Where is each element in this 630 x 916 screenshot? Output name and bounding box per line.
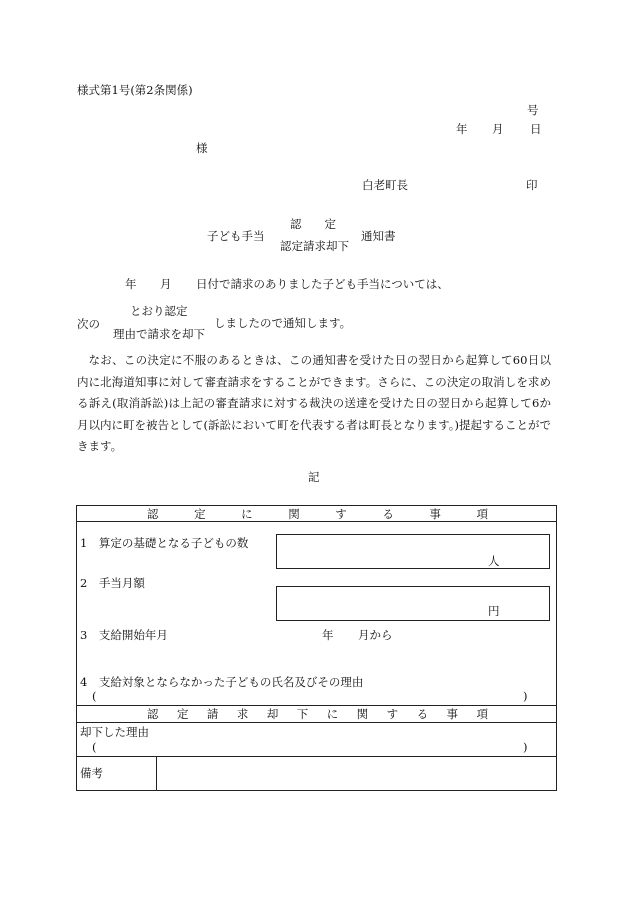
section1-heading-char: 認 xyxy=(147,507,159,521)
section1-heading-char: に xyxy=(241,507,253,521)
section2-heading-char: に xyxy=(326,707,339,721)
body-month-label: 月 xyxy=(160,277,172,291)
date-month-label: 月 xyxy=(492,122,504,136)
section2-top-divider xyxy=(76,705,557,706)
seal-mark: 印 xyxy=(526,178,538,192)
start-month-label: 月から xyxy=(358,628,393,642)
title-option-approve: 認 定 xyxy=(290,217,336,231)
title-prefix: 子ども手当 xyxy=(207,229,265,243)
section2-heading xyxy=(147,709,488,721)
start-year-label: 年 xyxy=(322,628,334,642)
section2-heading-char: 定 xyxy=(176,707,189,721)
monthly-amount-field[interactable] xyxy=(276,586,550,621)
section1-heading-char: る xyxy=(382,507,394,521)
rejection-paren-open: ( xyxy=(92,740,97,754)
number-label: 号 xyxy=(527,103,539,117)
section1-heading-divider xyxy=(76,521,557,522)
title-suffix: 通知書 xyxy=(361,229,396,243)
remarks-label: 備考 xyxy=(80,766,103,780)
monthly-amount-unit: 円 xyxy=(488,604,500,618)
item1-label: 1 算定の基礎となる子どもの数 xyxy=(80,536,249,550)
title-option-reject: 認定請求却下 xyxy=(280,239,349,253)
item3-label: 3 支給開始年月 xyxy=(80,628,168,642)
body-line2: しましたので通知します。 xyxy=(214,316,352,330)
section2-heading-divider xyxy=(76,722,557,723)
section2-heading-char: 事 xyxy=(446,707,459,721)
item4-label: 4 支給対象とならなかった子どもの氏名及びその理由 xyxy=(80,675,364,689)
section2-heading-char: 項 xyxy=(476,707,488,721)
form-id: 様式第1号(第2条関係) xyxy=(77,83,193,97)
section1-heading-char: 事 xyxy=(429,507,441,521)
issuer-name: 白老町長 xyxy=(362,178,408,192)
item2-label: 2 手当月額 xyxy=(80,576,145,590)
children-count-field[interactable] xyxy=(276,534,550,569)
body-year-label: 年 xyxy=(125,277,137,291)
section1-heading xyxy=(147,509,488,521)
section2-heading-char: 関 xyxy=(356,707,369,721)
section2-heading-char: す xyxy=(386,707,399,721)
section2-heading-char: る xyxy=(416,707,429,721)
body-option-reject: 理由で請求を却下 xyxy=(113,327,205,341)
remarks-divider xyxy=(76,756,557,757)
body-option-approve: とおり認定 xyxy=(130,304,188,318)
item4-paren-open: ( xyxy=(92,689,97,703)
section2-heading-char: 却 xyxy=(266,707,279,721)
section2-heading-char: 認 xyxy=(147,707,159,721)
date-day-label: 日 xyxy=(530,122,542,136)
section2-heading-char: 請 xyxy=(206,707,219,721)
children-count-unit: 人 xyxy=(488,554,500,568)
rejection-paren-close: ) xyxy=(523,740,528,754)
section1-heading-char: 項 xyxy=(476,507,488,521)
body-next-label: 次の xyxy=(77,317,100,331)
section1-heading-char: 定 xyxy=(194,507,206,521)
date-year-label: 年 xyxy=(456,122,468,136)
body-line1: 日付で請求のありました子ども手当については、 xyxy=(196,277,449,291)
appeal-notice: なお、この決定に不服のあるときは、この通知書を受けた日の翌日から起算して60日以内に北海道知事に対して審査請求をすることができます。さらに、この決定の取消しを求める訴え(取消訴訟)は上記の審査請求に対する裁決の送達を受けた日の翌日から起算して6か月以内に町を被告として(訴訟において町を代表する者は町長となります。)提起することができます。 xyxy=(77,353,551,453)
ki-label: 記 xyxy=(308,470,320,484)
rejection-reason-label: 却下した理由 xyxy=(80,725,149,739)
section1-heading-char: 関 xyxy=(288,507,300,521)
section1-heading-char: す xyxy=(335,507,347,521)
section2-heading-char: 求 xyxy=(236,707,249,721)
recipient-honorific: 様 xyxy=(196,141,208,155)
item4-paren-close: ) xyxy=(523,689,528,703)
remarks-column-divider xyxy=(156,756,157,791)
section2-heading-char: 下 xyxy=(296,707,309,721)
